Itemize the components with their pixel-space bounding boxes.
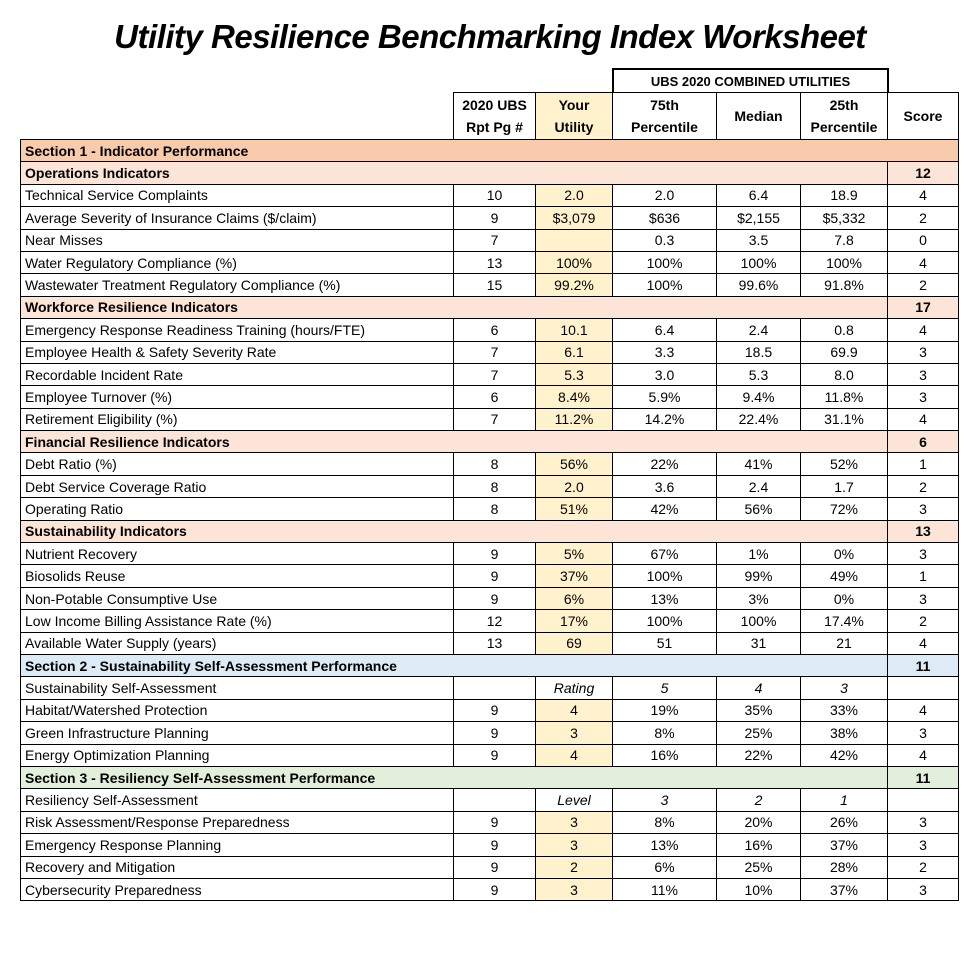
cell-median: 35%: [717, 699, 801, 721]
cell-your-utility: 6%: [536, 587, 613, 609]
table-row: [21, 363, 959, 385]
cell-median: 25%: [717, 856, 801, 878]
cell-75th: 3.3: [613, 341, 717, 363]
cell-your-utility: 100%: [536, 251, 613, 273]
cell-page: 6: [454, 319, 536, 341]
blank-header: [21, 93, 454, 140]
cell-25th: 1: [801, 789, 888, 811]
cell-median: 20%: [717, 811, 801, 833]
cell-median: 3%: [717, 587, 801, 609]
cell-score: 2: [888, 610, 959, 632]
cell-median: 100%: [717, 251, 801, 273]
cell-your-utility: 3: [536, 878, 613, 900]
cell-25th: 26%: [801, 811, 888, 833]
cell-your-utility: 6.1: [536, 341, 613, 363]
indicator-label: Recordable Incident Rate: [21, 363, 454, 385]
cell-75th: 5.9%: [613, 386, 717, 408]
cell-your-utility: 56%: [536, 453, 613, 475]
col-header-median: Median: [717, 93, 801, 140]
cell-75th: 16%: [613, 744, 717, 766]
cell-median: 4: [717, 677, 801, 699]
cell-25th: 33%: [801, 699, 888, 721]
cell-page: 6: [454, 386, 536, 408]
cell-75th: 2.0: [613, 184, 717, 206]
cell-score: 2: [888, 207, 959, 229]
cell-your-utility: 5.3: [536, 363, 613, 385]
cell-25th: 7.8: [801, 229, 888, 251]
cell-page: 9: [454, 856, 536, 878]
cell-your-utility: 2.0: [536, 475, 613, 497]
table-row: [21, 475, 959, 497]
cell-median: 56%: [717, 498, 801, 520]
indicator-label: Green Infrastructure Planning: [21, 722, 454, 744]
cell-your-utility: Level: [536, 789, 613, 811]
cell-median: 5.3: [717, 363, 801, 385]
cell-page: 9: [454, 207, 536, 229]
cell-page: 13: [454, 632, 536, 654]
cell-75th: 6%: [613, 856, 717, 878]
cell-score: [888, 789, 959, 811]
section-title: Sustainability Indicators: [21, 520, 888, 542]
cell-median: $2,155: [717, 207, 801, 229]
table-row: [21, 722, 959, 744]
table-row: [21, 610, 959, 632]
cell-median: 2: [717, 789, 801, 811]
cell-page: 9: [454, 587, 536, 609]
worksheet-title: Utility Resilience Benchmarking Index Worksheet: [114, 18, 866, 55]
section-score: 6: [888, 431, 959, 453]
cell-median: 31: [717, 632, 801, 654]
cell-25th: 0%: [801, 543, 888, 565]
cell-75th: 22%: [613, 453, 717, 475]
section-score: 11: [888, 654, 959, 676]
section-header-row: [21, 431, 959, 453]
cell-your-utility: 37%: [536, 565, 613, 587]
header-row: [21, 93, 959, 140]
cell-score: [888, 677, 959, 699]
cell-median: 18.5: [717, 341, 801, 363]
cell-score: 3: [888, 722, 959, 744]
cell-score: 3: [888, 587, 959, 609]
table-row: [21, 543, 959, 565]
table-row: [21, 811, 959, 833]
cell-25th: 100%: [801, 251, 888, 273]
indicator-label: Retirement Eligibility (%): [21, 408, 454, 430]
cell-your-utility: 2: [536, 856, 613, 878]
indicator-label: Debt Service Coverage Ratio: [21, 475, 454, 497]
cell-your-utility: 69: [536, 632, 613, 654]
cell-median: 16%: [717, 834, 801, 856]
cell-25th: 38%: [801, 722, 888, 744]
cell-median: 100%: [717, 610, 801, 632]
cell-page: 13: [454, 251, 536, 273]
cell-median: 99%: [717, 565, 801, 587]
section-header-row: [21, 520, 959, 542]
cell-score: 4: [888, 184, 959, 206]
cell-median: 2.4: [717, 319, 801, 341]
cell-median: 9.4%: [717, 386, 801, 408]
cell-median: 1%: [717, 543, 801, 565]
cell-your-utility: Rating: [536, 677, 613, 699]
col-header-25th: 25th Percentile: [801, 93, 888, 140]
cell-25th: 91.8%: [801, 274, 888, 296]
col-header-75th: 75th Percentile: [613, 93, 717, 140]
cell-your-utility: 8.4%: [536, 386, 613, 408]
indicator-label: Low Income Billing Assistance Rate (%): [21, 610, 454, 632]
cell-median: 6.4: [717, 184, 801, 206]
indicator-label: Biosolids Reuse: [21, 565, 454, 587]
cell-page: [454, 677, 536, 699]
cell-75th: 11%: [613, 878, 717, 900]
cell-score: 4: [888, 319, 959, 341]
cell-75th: 100%: [613, 565, 717, 587]
cell-25th: 69.9: [801, 341, 888, 363]
cell-your-utility: $3,079: [536, 207, 613, 229]
indicator-label: Nutrient Recovery: [21, 543, 454, 565]
cell-your-utility: 17%: [536, 610, 613, 632]
indicator-label: Water Regulatory Compliance (%): [21, 251, 454, 273]
cell-25th: 37%: [801, 878, 888, 900]
table-row: [21, 453, 959, 475]
indicator-label: Near Misses: [21, 229, 454, 251]
cell-75th: 3.0: [613, 363, 717, 385]
table-row: [21, 184, 959, 206]
indicator-label: Debt Ratio (%): [21, 453, 454, 475]
cell-score: 4: [888, 408, 959, 430]
cell-page: 9: [454, 878, 536, 900]
section-header-row: [21, 296, 959, 318]
cell-score: 2: [888, 475, 959, 497]
cell-25th: 42%: [801, 744, 888, 766]
cell-page: 9: [454, 565, 536, 587]
table-row: [21, 856, 959, 878]
cell-your-utility: 4: [536, 744, 613, 766]
col-header-score: Score: [888, 93, 959, 140]
cell-75th: 13%: [613, 587, 717, 609]
cell-score: 3: [888, 386, 959, 408]
cell-page: 9: [454, 811, 536, 833]
cell-median: 22%: [717, 744, 801, 766]
indicator-label: Average Severity of Insurance Claims ($/claim): [21, 207, 454, 229]
section-header-row: [21, 140, 959, 162]
indicator-label: Operating Ratio: [21, 498, 454, 520]
table-row: [21, 229, 959, 251]
cell-median: 41%: [717, 453, 801, 475]
table-row: [21, 632, 959, 654]
cell-your-utility: 99.2%: [536, 274, 613, 296]
indicator-label: Employee Health & Safety Severity Rate: [21, 341, 454, 363]
indicator-label: Habitat/Watershed Protection: [21, 699, 454, 721]
cell-page: 10: [454, 184, 536, 206]
cell-75th: 3.6: [613, 475, 717, 497]
cell-75th: 67%: [613, 543, 717, 565]
cell-your-utility: 10.1: [536, 319, 613, 341]
table-row: [21, 587, 959, 609]
section-title: Financial Resilience Indicators: [21, 431, 888, 453]
cell-page: 15: [454, 274, 536, 296]
table-row: [21, 386, 959, 408]
indicator-label: Technical Service Complaints: [21, 184, 454, 206]
cell-25th: 1.7: [801, 475, 888, 497]
indicator-label: Resiliency Self-Assessment: [21, 789, 454, 811]
table-row: [21, 834, 959, 856]
cell-25th: 3: [801, 677, 888, 699]
table-row: [21, 319, 959, 341]
section-title: Workforce Resilience Indicators: [21, 296, 888, 318]
cell-25th: $5,332: [801, 207, 888, 229]
cell-75th: 3: [613, 789, 717, 811]
section-title: Operations Indicators: [21, 162, 888, 184]
cell-score: 3: [888, 878, 959, 900]
indicator-label: Emergency Response Planning: [21, 834, 454, 856]
cell-score: 4: [888, 632, 959, 654]
cell-page: 8: [454, 453, 536, 475]
table-row: [21, 878, 959, 900]
cell-score: 3: [888, 543, 959, 565]
cell-75th: 100%: [613, 610, 717, 632]
cell-score: 1: [888, 565, 959, 587]
cell-score: 3: [888, 341, 959, 363]
col-header-your-utility: Your Utility: [536, 93, 613, 140]
cell-score: 3: [888, 811, 959, 833]
table-row: [21, 565, 959, 587]
section-score: 11: [888, 766, 959, 788]
cell-25th: 21: [801, 632, 888, 654]
cell-median: 3.5: [717, 229, 801, 251]
cell-25th: 8.0: [801, 363, 888, 385]
cell-75th: 8%: [613, 722, 717, 744]
cell-75th: 100%: [613, 251, 717, 273]
cell-25th: 18.9: [801, 184, 888, 206]
cell-25th: 0.8: [801, 319, 888, 341]
cell-your-utility: 5%: [536, 543, 613, 565]
section-header-row: [21, 766, 959, 788]
cell-your-utility: [536, 229, 613, 251]
cell-75th: 100%: [613, 274, 717, 296]
table-row: [21, 274, 959, 296]
cell-page: 9: [454, 543, 536, 565]
cell-score: 3: [888, 363, 959, 385]
table-row: [21, 207, 959, 229]
indicator-label: Wastewater Treatment Regulatory Compliance (%): [21, 274, 454, 296]
cell-your-utility: 2.0: [536, 184, 613, 206]
section-title: Section 1 - Indicator Performance: [21, 140, 959, 162]
cell-page: 9: [454, 744, 536, 766]
cell-median: 22.4%: [717, 408, 801, 430]
cell-page: 9: [454, 834, 536, 856]
cell-page: 7: [454, 229, 536, 251]
cell-median: 2.4: [717, 475, 801, 497]
cell-75th: 13%: [613, 834, 717, 856]
indicator-label: Sustainability Self-Assessment: [21, 677, 454, 699]
cell-page: 9: [454, 722, 536, 744]
cell-score: 1: [888, 453, 959, 475]
indicator-label: Energy Optimization Planning: [21, 744, 454, 766]
cell-page: 7: [454, 341, 536, 363]
cell-75th: 0.3: [613, 229, 717, 251]
indicator-label: Available Water Supply (years): [21, 632, 454, 654]
cell-your-utility: 3: [536, 722, 613, 744]
cell-your-utility: 4: [536, 699, 613, 721]
cell-median: 25%: [717, 722, 801, 744]
cell-page: 12: [454, 610, 536, 632]
indicator-label: Emergency Response Readiness Training (hours/FTE): [21, 319, 454, 341]
cell-25th: 37%: [801, 834, 888, 856]
cell-25th: 72%: [801, 498, 888, 520]
cell-25th: 52%: [801, 453, 888, 475]
table-row: [21, 744, 959, 766]
cell-your-utility: 51%: [536, 498, 613, 520]
cell-your-utility: 3: [536, 811, 613, 833]
table-row: [21, 498, 959, 520]
section-header-row: [21, 162, 959, 184]
table-row: [21, 408, 959, 430]
cell-page: 9: [454, 699, 536, 721]
section-score: 13: [888, 520, 959, 542]
table-row: [21, 789, 959, 811]
cell-score: 4: [888, 251, 959, 273]
cell-score: 4: [888, 699, 959, 721]
cell-score: 2: [888, 274, 959, 296]
cell-score: 4: [888, 744, 959, 766]
section-title: Section 2 - Sustainability Self-Assessment Performance: [21, 654, 888, 676]
cell-75th: 51: [613, 632, 717, 654]
combined-utilities-header: UBS 2020 COMBINED UTILITIES: [612, 68, 889, 92]
table-row: [21, 677, 959, 699]
cell-25th: 11.8%: [801, 386, 888, 408]
cell-your-utility: 3: [536, 834, 613, 856]
cell-page: 8: [454, 475, 536, 497]
section-score: 12: [888, 162, 959, 184]
indicator-label: Non-Potable Consumptive Use: [21, 587, 454, 609]
cell-75th: 14.2%: [613, 408, 717, 430]
cell-page: 7: [454, 408, 536, 430]
cell-75th: 19%: [613, 699, 717, 721]
col-header-page: 2020 UBS Rpt Pg #: [454, 93, 536, 140]
indicator-label: Recovery and Mitigation: [21, 856, 454, 878]
indicator-label: Employee Turnover (%): [21, 386, 454, 408]
table-row: [21, 341, 959, 363]
cell-25th: 49%: [801, 565, 888, 587]
cell-your-utility: 11.2%: [536, 408, 613, 430]
cell-score: 0: [888, 229, 959, 251]
cell-25th: 28%: [801, 856, 888, 878]
cell-75th: 42%: [613, 498, 717, 520]
cell-75th: 5: [613, 677, 717, 699]
section-score: 17: [888, 296, 959, 318]
cell-page: 7: [454, 363, 536, 385]
table-row: [21, 251, 959, 273]
cell-page: [454, 789, 536, 811]
table-row: [21, 699, 959, 721]
section-title: Section 3 - Resiliency Self-Assessment Performance: [21, 766, 888, 788]
cell-score: 2: [888, 856, 959, 878]
section-header-row: [21, 654, 959, 676]
cell-25th: 31.1%: [801, 408, 888, 430]
benchmark-table: [20, 92, 959, 901]
cell-score: 3: [888, 498, 959, 520]
indicator-label: Risk Assessment/Response Preparedness: [21, 811, 454, 833]
cell-25th: 0%: [801, 587, 888, 609]
cell-median: 10%: [717, 878, 801, 900]
cell-page: 8: [454, 498, 536, 520]
cell-score: 3: [888, 834, 959, 856]
indicator-label: Cybersecurity Preparedness: [21, 878, 454, 900]
cell-25th: 17.4%: [801, 610, 888, 632]
cell-75th: 6.4: [613, 319, 717, 341]
cell-75th: $636: [613, 207, 717, 229]
cell-median: 99.6%: [717, 274, 801, 296]
cell-75th: 8%: [613, 811, 717, 833]
